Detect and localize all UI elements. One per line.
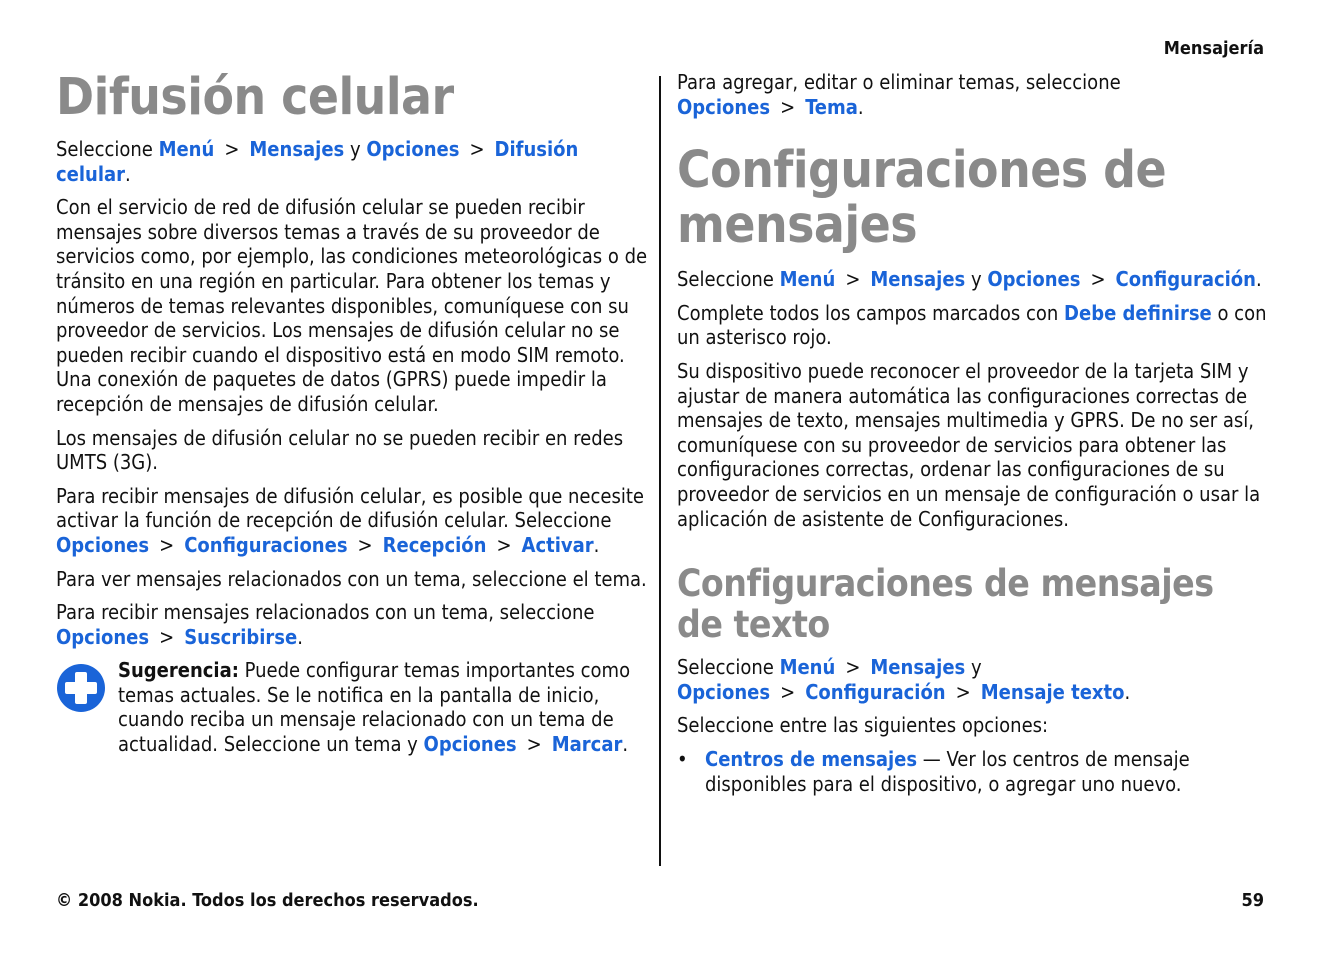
- paragraph-umts: Los mensajes de difusión celular no se pueden recibir en redes UMTS (3G).: [56, 425, 624, 475]
- tip-label: Sugerencia:: [118, 658, 239, 683]
- link-menu[interactable]: Menú: [158, 137, 215, 161]
- subsection-title-text-messages: Configuraciones de mensajes de texto: [677, 562, 1214, 647]
- paragraph-activate-reception: Para recibir mensajes de difusión celular, es posible que necesite activar la función de recepción de difusión celular. Seleccione Opciones > Configuraciones > Recepción > Activar.: [56, 483, 644, 557]
- link-configuraciones[interactable]: Configuraciones: [184, 532, 348, 557]
- section-title-configuraciones: Configuraciones de mensajes: [677, 141, 1167, 256]
- menu-path-difusion: Seleccione Menú > Mensajes y Opciones > Difusión celular.: [56, 137, 579, 186]
- right-column: [677, 70, 1267, 796]
- paragraph-service-description: Con el servicio de red de difusión celular se pueden recibir mensajes sobre diversos temas a través de su proveedor de servicios como, por ejemplo, las condiciones meteorológicas o de tránsito en una región en particular. Para obtener los temas y números de temas relevantes disponibles, comuníquese con su proveedor de servicios. Los mensajes de difusión celular no se pueden recibir cuando el dispositivo está en modo SIM remoto. Una conexión de paquetes de datos (GPRS) puede impedir la recepción de mensajes de difusión celular.: [56, 195, 648, 416]
- running-header: Mensajería: [1163, 38, 1264, 59]
- paragraph-sim-detection: Su dispositivo puede reconocer el proveedor de la tarjeta SIM y ajustar de manera automática las configuraciones correctas de mensajes de texto, mensajes multimedia y GPRS. De no ser así, comuníquese con su proveedor de servicios para obtener las configuraciones correctas, ordenar las configuraciones de su proveedor de servicios en un mensaje de configuración o usar la aplicación de asistente de Configuraciones.: [677, 358, 1261, 531]
- link-activar[interactable]: Activar: [521, 532, 594, 557]
- link-menu[interactable]: Menú: [779, 655, 836, 680]
- link-opciones[interactable]: Opciones: [423, 732, 517, 757]
- paragraph-select-options: Seleccione entre las siguientes opciones:: [677, 713, 1049, 738]
- section-title-difusion: Difusión celular: [56, 68, 454, 127]
- link-debe-definirse[interactable]: Debe definirse: [1064, 300, 1212, 325]
- list-item: • Centros de mensajes — Ver los centros de mensaje disponibles para el dispositivo, o agregar uno nuevo.: [677, 747, 1267, 796]
- link-opciones[interactable]: Opciones: [56, 532, 150, 557]
- paragraph-required-fields: Complete todos los campos marcados con Debe definirse o con un asterisco rojo.: [677, 300, 1267, 350]
- link-menu[interactable]: Menú: [779, 267, 836, 292]
- tip-box: Sugerencia: Puede configurar temas importantes como temas actuales. Se le notifica en la pantalla de inicio, cuando reciba un mensaje relacionado con un tema de actualidad. Seleccione un tema y Opciones > Marcar.: [56, 658, 648, 756]
- link-suscribirse[interactable]: Suscribirse: [184, 624, 298, 649]
- footer-copyright: © 2008 Nokia. Todos los derechos reservados.: [56, 890, 479, 911]
- link-opciones[interactable]: Opciones: [677, 94, 771, 119]
- paragraph-subscribe: Para recibir mensajes relacionados con un tema, seleccione Opciones > Suscribirse.: [56, 600, 595, 649]
- link-mensajes[interactable]: Mensajes: [249, 137, 345, 161]
- link-mensajes[interactable]: Mensajes: [870, 267, 966, 292]
- link-mensaje-texto[interactable]: Mensaje texto: [980, 679, 1125, 704]
- link-opciones[interactable]: Opciones: [366, 137, 460, 161]
- link-configuracion[interactable]: Configuración: [805, 679, 946, 704]
- link-recepcion[interactable]: Recepción: [382, 532, 487, 557]
- link-opciones[interactable]: Opciones: [987, 267, 1081, 292]
- link-centros-de-mensajes[interactable]: Centros de mensajes: [705, 746, 918, 771]
- link-configuracion[interactable]: Configuración: [1115, 267, 1256, 292]
- link-opciones[interactable]: Opciones: [677, 679, 771, 704]
- page-number: 59: [1241, 890, 1264, 911]
- link-opciones[interactable]: Opciones: [56, 624, 150, 649]
- options-list: [677, 747, 1267, 796]
- paragraph-edit-topics: Para agregar, editar o eliminar temas, seleccione Opciones > Tema.: [677, 70, 1121, 119]
- menu-path-mensaje-texto: Seleccione Menú > Mensajes y Opciones > Configuración > Mensaje texto.: [677, 655, 1131, 704]
- menu-path-configuracion: Seleccione Menú > Mensajes y Opciones > Configuración.: [677, 267, 1262, 292]
- link-difusion-celular[interactable]: Difusión celular: [56, 137, 579, 186]
- column-divider: [659, 76, 661, 866]
- link-marcar[interactable]: Marcar: [551, 732, 623, 757]
- plus-circle-icon: [56, 663, 106, 713]
- link-tema[interactable]: Tema: [805, 94, 858, 119]
- paragraph-view-topic: Para ver mensajes relacionados con un tema, seleccione el tema.: [56, 566, 647, 591]
- left-column: [56, 70, 648, 757]
- link-mensajes[interactable]: Mensajes: [870, 655, 966, 680]
